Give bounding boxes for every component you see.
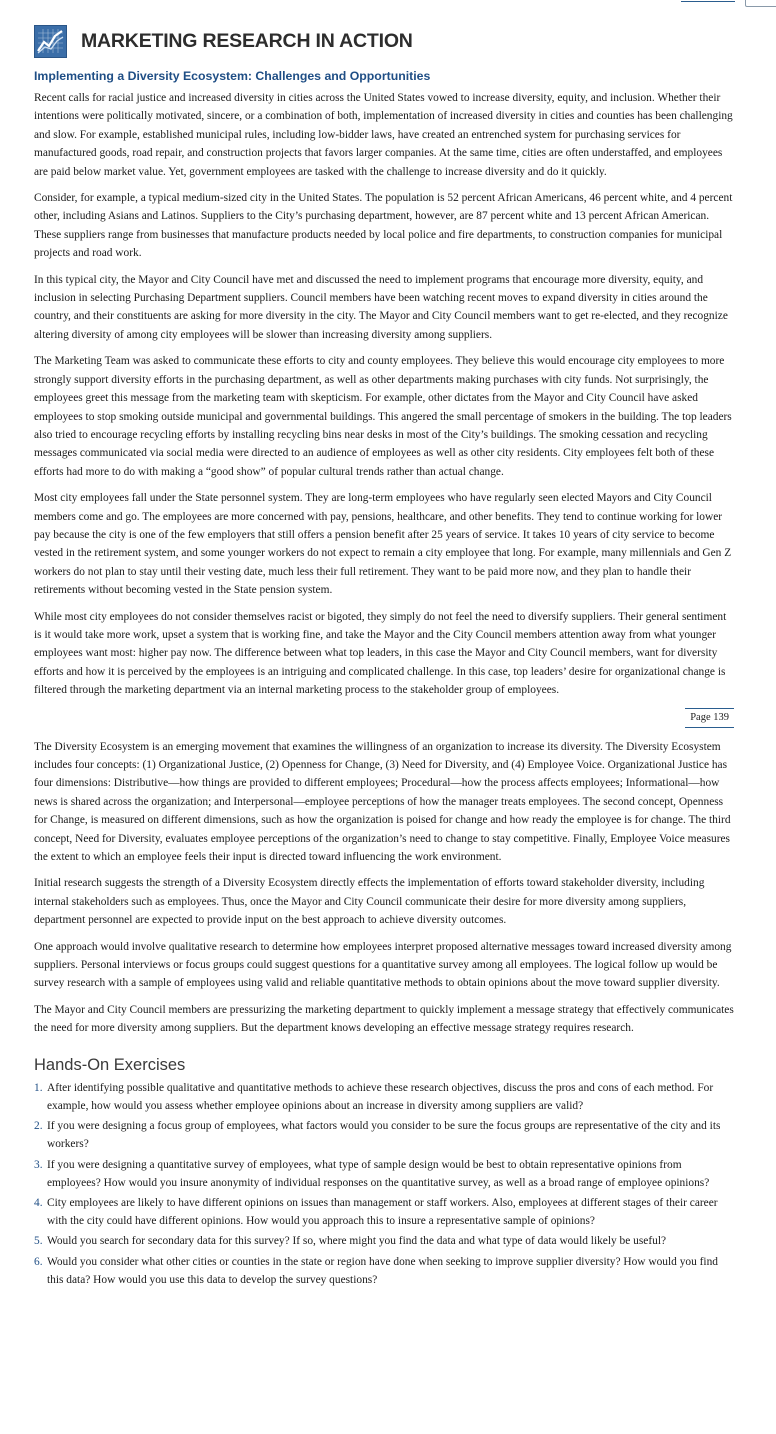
exercise-text: If you were designing a focus group of employees, what factors would you consider to be sure the focus groups are representative of the city and its workers? xyxy=(47,1120,721,1151)
paragraph: The Diversity Ecosystem is an emerging movement that examines the willingness of an organization to increase its diversity. The Diversity Ecosystem includes four concepts: (1) Organizational Justice, (2) Openness for Change, (3) Need for Diversity, and (4) Employee Voice. Organizational Justice has four dimensions: Distributive—how things are provided to different employees; Procedural—how the process affects employees; Informational—how news is shared across the organization; and Interpersonal—employee perceptions of how the manager treats employees. The second concept, Openness for Change, is measured on different dimensions, such as how the organization is poised for change and how ready the employee is for change. The third concept, Need for Diversity, evaluates employee perceptions of the organization’s need to change to stay competitive. Finally, Employee Voice measures the extent to which an employee feels their input is directed toward influencing the work environment. xyxy=(34,740,731,864)
exercise-item xyxy=(34,1194,734,1230)
exercise-item xyxy=(34,1117,734,1153)
feature-title: MARKETING RESEARCH IN ACTION xyxy=(81,29,413,52)
exercise-list xyxy=(34,1079,734,1289)
feature-header xyxy=(34,24,734,58)
exercise-text: After identifying possible qualitative and quantitative methods to achieve these research objectives, discuss the pros and cons of each method. For example, how would you assess whether employee opinions about an increase in diversity among suppliers are valid? xyxy=(47,1081,714,1112)
article xyxy=(34,24,734,1291)
page-number: Page 139 xyxy=(685,708,734,728)
exercises-heading: Hands-On Exercises xyxy=(34,1055,186,1074)
exercise-number: 3. xyxy=(34,1158,43,1171)
article-subtitle: Implementing a Diversity Ecosystem: Challenges and Opportunities xyxy=(34,69,431,83)
paragraph: The Marketing Team was asked to communicate these efforts to city and county employees. They believe this would encourage city employees to more strongly support diversity efforts in the purchasing department, as well as other departments making purchases with city funds. Not surprisingly, the employees greet this message from the marketing team with skepticism. For example, other dictates from the Mayor and City Council have asked employees to stop smoking outside municipal and governmental buildings. This angered the small percentage of smokers in the building. The top leaders also tried to encourage recycling efforts by installing recycling bins near desks in most of the City’s buildings. The smoking cessation and recycling messages communicated via social media were directed to an audience of employees as well as other city residents. City employees felt both of these efforts had more to do with making a “good show” of popular cultural trends rather than actual change. xyxy=(34,355,732,478)
exercise-text: Would you search for secondary data for this survey? If so, where might you find the data and what type of data would likely be useful? xyxy=(47,1235,667,1248)
paragraph: Initial research suggests the strength of a Diversity Ecosystem directly effects the implementation of efforts toward stakeholder diversity, including internal stakeholders such as employees. Thus, once the Mayor and City Council communicate their desire for more diversity among suppliers, department personnel are expected to provide input on the best approach to achieve diversity outcomes. xyxy=(34,877,705,927)
exercise-text: City employees are likely to have different opinions on issues than management or staff workers. Also, employees at different stages of their career with the city could have different opinions. How would you approach this to insure a representative sample of opinions? xyxy=(47,1196,718,1228)
page-marker xyxy=(34,708,734,728)
top-nav-underline[interactable] xyxy=(681,1,735,2)
exercise-number: 4. xyxy=(34,1196,43,1209)
exercise-text: If you were designing a quantitative survey of employees, what type of sample design would be best to obtain representative opinions from employees? How would you insure anonymity of individual responses on the quantitative survey, as well as a broad range of employee opinions? xyxy=(47,1158,710,1189)
top-navigation-marks xyxy=(0,0,776,8)
top-nav-button[interactable] xyxy=(745,0,776,7)
exercise-item xyxy=(34,1253,734,1289)
exercise-item xyxy=(34,1232,734,1250)
exercise-number: 6. xyxy=(34,1255,43,1268)
exercise-number: 1. xyxy=(34,1081,43,1094)
line-chart-icon xyxy=(34,25,67,58)
exercise-text: Would you consider what other cities or counties in the state or region have done when seeking to improve supplier diversity? How would you find this data? How would you use this data to develop the survey questions? xyxy=(47,1255,718,1286)
paragraph: In this typical city, the Mayor and City Council have met and discussed the need to implement programs that encourage more diversity, equity, and inclusion in selecting Purchasing Department suppliers. Council members have been watching recent moves to expand diversity in cities around the country, and their constituents are asking for more diversity in the city. The Mayor and City Council members want to get re-elected, and they recognize altering diversity of among city employees will be slower than increasing diversity among suppliers. xyxy=(34,273,728,341)
paragraph: One approach would involve qualitative research to determine how employees interpret proposed alternative messages toward increased diversity among suppliers. Personal interviews or focus groups could suggest questions for a quantitative survey among all employees. The logical follow up would be survey research with a sample of employees using valid and reliable quantitative methods to obtain opinions about the move toward supplier diversity. xyxy=(34,940,732,990)
exercise-number: 5. xyxy=(34,1235,43,1248)
exercise-item xyxy=(34,1079,734,1115)
paragraph: Recent calls for racial justice and increased diversity in cities across the United States vowed to increase diversity, equity, and inclusion. Whether their intentions were politically motivated, sincere, or a combination of both, implementation of increased diversity in cities and counties has been challenging and slow. For example, established municipal rules, including low-bidder laws, have created an entrenched system for purchasing services for manufactured goods, road repair, and construction projects that favors larger companies. At the same time, cities are often understaffed, and employees are paid below market value. Yet, government employees are tasked with the challenge to increase diversity and do it quickly. xyxy=(34,92,733,178)
exercise-item xyxy=(34,1156,734,1192)
paragraph: Most city employees fall under the State personnel system. They are long-term employees who have regularly seen elected Mayors and City Council members come and go. The employees are more concerned with pay, pensions, healthcare, and other benefits. They tend to continue working for lower pay because the city is one of the few employers that still offers a pension benefit after 25 years of service. It takes 10 years of city service to become vested in the retirement system, and some younger workers do not expect to remain a city employee that long. For example, many millennials and Gen Z workers do not plan to stay until their vesting date, much less their full retirement. They want to be paid more now, and they plan to handle their retirements without becoming vested in the State pension system. xyxy=(34,492,732,597)
paragraph: While most city employees do not consider themselves racist or bigoted, they simply do not feel the need to diversify suppliers. Their general sentiment is it would take more work, upset a system that is working fine, and take the Mayor and the City Council members attention away from what younger employees want most: higher pay now. The difference between what top leaders, in this case the Mayor and City Council members, want for diversity efforts and how it is perceived by the employees is an intriguing and complicated challenge. In this case, top leaders’ desire for organizational change is filtered through the marketing department via an internal marketing process to the stakeholder group of employees. xyxy=(34,610,727,697)
exercise-number: 2. xyxy=(34,1120,43,1133)
paragraph: Consider, for example, a typical medium-sized city in the United States. The population is 52 percent African Americans, 46 percent white, and 4 percent other, including Asians and Latinos. Suppliers to the City’s purchasing department, however, are 87 percent white and 13 percent African American. These suppliers range from businesses that manufacture products needed by local police and fire departments, to construction companies for municipal projects and road work. xyxy=(34,192,733,260)
paragraph: The Mayor and City Council members are pressurizing the marketing department to quickly implement a message strategy that effectively communicates the need for more diversity among suppliers. But the department knows developing an effective message strategy requires research. xyxy=(34,1003,734,1035)
